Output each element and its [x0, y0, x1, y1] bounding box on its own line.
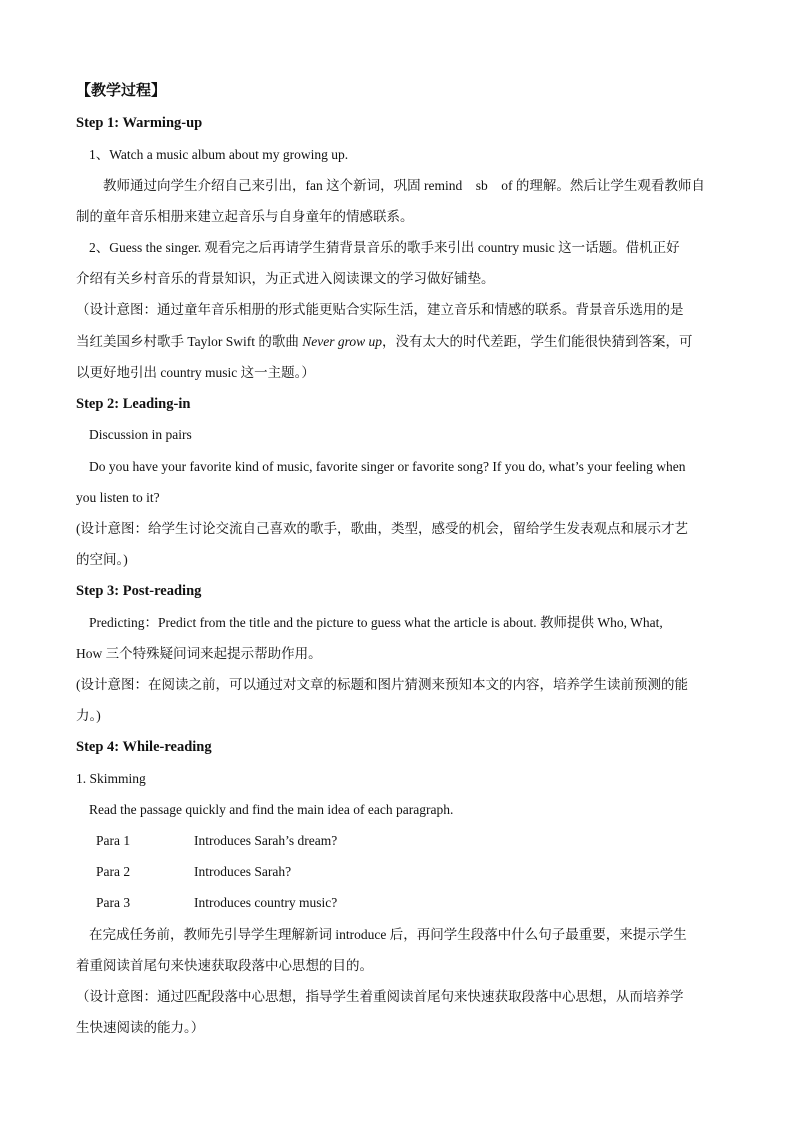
- step2-intent-line2: 的空间。): [76, 552, 128, 567]
- step1-intent-line3: 以更好地引出 country music 这一主题。）: [76, 365, 315, 380]
- step2-title: Step 2: Leading-in: [76, 396, 191, 412]
- para-label: Para 3: [96, 895, 131, 910]
- step1-item2-line1: 2、Guess the singer. 观看完之后再请学生猜背景音乐的歌手来引出 country music 这一话题。借机正好: [89, 240, 680, 255]
- song-title: Never grow up: [302, 334, 383, 349]
- step1-item1-desc-line1: 教师通过向学生介绍自己来引出，fan 这个新词，巩固 remind sb of 的理解。然后让学生观看教师自: [103, 178, 705, 193]
- para-main-idea: Introduces country music?: [194, 895, 338, 910]
- step1-item1-desc-line2: 制的童年音乐相册来建立起音乐与自身童年的情感联系。: [76, 209, 414, 224]
- step3-predicting-line1: Predicting：Predict from the title and the picture to guess what the article is about. 教师提供 Who, What,: [89, 615, 663, 630]
- page-heading: 【教学过程】: [76, 83, 167, 99]
- para-row: [96, 863, 292, 881]
- step4-intent-line2: 生快速阅读的能力。）: [76, 1020, 205, 1035]
- step3-title: Step 3: Post-reading: [76, 583, 202, 599]
- para-label: Para 2: [96, 864, 131, 879]
- step1-intent-line2-end: ，没有太大的时代差距，学生们能很快猜到答案，可: [382, 334, 693, 349]
- step4-intent-line1: （设计意图：通过匹配段落中心思想，指导学生着重阅读首尾句来快速获取段落中心思想，从而培养学: [76, 989, 684, 1004]
- step1-title: Step 1: Warming-up: [76, 115, 203, 131]
- para-row: [96, 832, 338, 850]
- step2-intent-line1: (设计意图：给学生讨论交流自己喜欢的歌手，歌曲，类型，感受的机会，留给学生发表观点和展示才艺: [76, 521, 688, 536]
- step2-question-line2: you listen to it?: [76, 490, 160, 505]
- para-row: [96, 894, 338, 912]
- step1-intent-line1: （设计意图：通过童年音乐相册的形式能更贴合实际生活，建立音乐和情感的联系。背景音乐选用的是: [76, 302, 684, 317]
- para-label: Para 1: [96, 833, 131, 848]
- step2-question-line1: Do you have your favorite kind of music, favorite singer or favorite song? If you do, what’s your feeling when: [89, 459, 686, 474]
- step4-sub: 1. Skimming: [76, 771, 146, 786]
- step4-desc-line1: 在完成任务前，教师先引导学生理解新词 introduce 后，再问学生段落中什么句子最重要，来提示学生: [89, 927, 687, 942]
- step3-intent-line1: (设计意图：在阅读之前，可以通过对文章的标题和图片猜测来预知本文的内容，培养学生读前预测的能: [76, 677, 688, 692]
- step1-intent-line2-start: 当红美国乡村歌手 Taylor Swift 的歌曲: [76, 334, 303, 349]
- step4-task: Read the passage quickly and find the main idea of each paragraph.: [89, 802, 454, 817]
- step1-item1: 1、Watch a music album about my growing up.: [89, 147, 349, 162]
- step1-intent-line2: [76, 333, 693, 351]
- step3-predicting-line2: How 三个特殊疑问词来起提示帮助作用。: [76, 646, 322, 661]
- step4-desc-line2: 着重阅读首尾句来快速获取段落中心思想的目的。: [76, 958, 373, 973]
- para-main-idea: Introduces Sarah?: [194, 864, 292, 879]
- step3-intent-line2: 力。): [76, 708, 101, 723]
- para-main-idea: Introduces Sarah’s dream?: [194, 833, 338, 848]
- step1-item2-line2: 介绍有关乡村音乐的背景知识，为正式进入阅读课文的学习做好铺垫。: [76, 271, 495, 286]
- step2-sub: Discussion in pairs: [89, 427, 192, 442]
- step4-title: Step 4: While-reading: [76, 739, 212, 755]
